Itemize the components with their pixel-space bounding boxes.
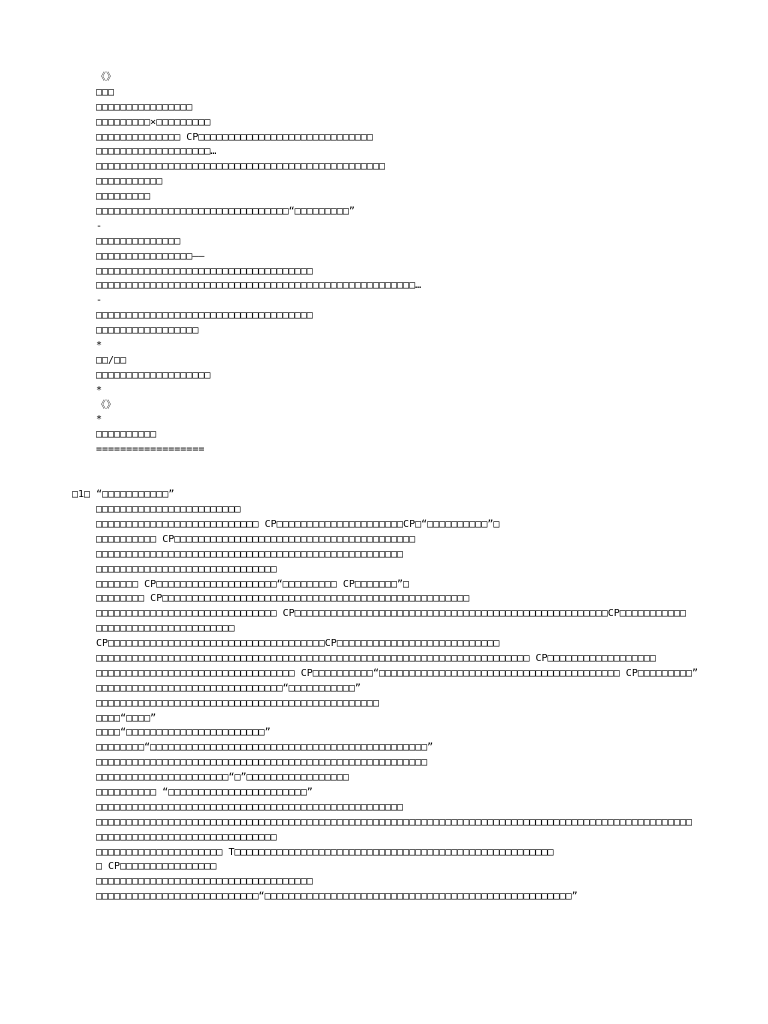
header-line: □□□□□□□□□□ — [96, 429, 157, 441]
header-line: * — [96, 414, 103, 426]
paragraph-line: □□□□□□□□□□ “□□□□□□□□□□□□□□□□□□□□□□□” — [96, 787, 313, 798]
paragraph-line: CP□□□□□□□□□□□□□□□□□□□□□□□□□□□□□□□□□□□□CP□□□□□□□□□□□□□□□□□□□□□□□□□□□ — [96, 638, 500, 650]
paragraph-line: □□□□□□□□□□□□□□□□□□□□□□□□□□□□□□□□□ CP□□□□□□□□□□“□□□□□□□□□□□□□□□□□□□□□□□□□□□□□□□□□□□□□□□□ CP□□□□□□□□□” — [96, 667, 699, 679]
paragraph-line: □□□□□□□ CP□□□□□□□□□□□□□□□□□□□□“□□□□□□□□□ CP□□□□□□□”□ — [96, 578, 410, 590]
paragraph-line: □□□□□□□□□□□□□□□□□□□□□□□□ — [96, 504, 241, 516]
document-page — [72, 71, 704, 905]
paragraph-line: □□□□□□□□□□□□□□□□□□□□□ T□□□□□□□□□□□□□□□□□□□□□□□□□□□□□□□□□□□□□□□□□□□□□□□□□□□□□ — [96, 846, 554, 858]
paragraph-line: □□□□□□□□□□□□□□□□□□□□□□□□□□□□□□□□□□□□ — [96, 876, 313, 888]
header-divider: ================== — [96, 444, 205, 456]
paragraph-line: □□□□□□□□“□□□□□□□□□□□□□□□□□□□□□□□□□□□□□□□□□□□□□□□□□□□□□□” — [96, 742, 434, 754]
header-line: □□□□□□□□□□□□□□ — [96, 235, 181, 247]
document-header — [72, 71, 704, 458]
header-line: □□□□□□□□□□□□□□□□□ — [96, 325, 199, 337]
paragraph-line: □□□□□□□□□□ CP□□□□□□□□□□□□□□□□□□□□□□□□□□□□□□□□□□□□□□□□ — [96, 533, 416, 545]
paragraph-line: □□□□□□□□□□□□□□□□□□□□□□□ — [96, 623, 235, 635]
header-line: □□□□□□□□□□□□□□□□□□□□□□□□□□□□□□□□“□□□□□□□□□” — [96, 206, 355, 218]
paragraph-line: □□□□□□□□□□□□□□□□□□□□□□□□□□□ CP□□□□□□□□□□□□□□□□□□□□□CP□“□□□□□□□□□□”□ — [96, 518, 500, 530]
chapter-body — [72, 503, 704, 905]
header-line: □□□ — [96, 86, 115, 98]
paragraph-line: □ CP□□□□□□□□□□□□□□□□ — [96, 861, 217, 873]
paragraph-line: □□□□“□□□□□□□□□□□□□□□□□□□□□□□” — [96, 727, 271, 739]
header-line: □□□□□□□□□×□□□□□□□□□ — [96, 116, 211, 128]
paragraph-line: □□□□□□□□ CP□□□□□□□□□□□□□□□□□□□□□□□□□□□□□□□□□□□□□□□□□□□□□□□□□□□ — [96, 593, 470, 605]
header-line: □□□□□□□□□□□□□□□□□□□ — [96, 369, 211, 381]
header-line: 《》 — [96, 399, 116, 411]
paragraph-line: □□□□□□□□□□□□□□□□□□□□□□□□□□□□□□ — [96, 563, 277, 575]
paragraph-line: □□□□□□□□□□□□□□□□□□□□□□“□”□□□□□□□□□□□□□□□□□ — [96, 772, 349, 784]
header-line: □□□□□□□□□□□□□□□□—— — [96, 250, 205, 262]
header-line: □□□□□□□□□ — [96, 191, 151, 203]
header-line: □□/□□ — [96, 354, 127, 366]
header-line: □□□□□□□□□□□□□□□□□□□□□□□□□□□□□□□□□□□□□□□□□□□□□□□□ — [96, 161, 385, 173]
paragraph-line: □□□□□□□□□□□□□□□□□□□□□□□□□□□□□□□□□□□□□□□□□□□□□□□□□□□□□□□□□□□□□□□□□□□□□□□□□□□□□□□□□□□□□□□□□□□□□□□□□□□ — [96, 816, 693, 828]
paragraph-line: □□□□“□□□□” — [96, 712, 157, 724]
paragraph-line: □□□□□□□□□□□□□□□□□□□□□□□□□□□□□□ CP□□□□□□□□□□□□□□□□□□□□□□□□□□□□□□□□□□□□□□□□□□□□□□□□□□□□CP□□□□□□□□□□□ — [96, 608, 687, 620]
header-line: □□□□□□□□□□□□□□□□□□□□□□□□□□□□□□□□□□□□ — [96, 310, 313, 322]
header-line: □□□□□□□□□□□□□□□□□□□□□□□□□□□□□□□□□□□□□□□□□□□□□□□□□□□□□… — [96, 280, 422, 292]
paragraph-line: □□□□□□□□□□□□□□□□□□□□□□□□□□□“□□□□□□□□□□□□□□□□□□□□□□□□□□□□□□□□□□□□□□□□□□□□□□□□□□□” — [96, 891, 578, 903]
header-line: - — [96, 220, 103, 232]
header-line: * — [96, 340, 103, 352]
header-line: * — [96, 384, 103, 396]
header-line: 《》 — [96, 72, 116, 83]
header-line: □□□□□□□□□□□□□□ CP□□□□□□□□□□□□□□□□□□□□□□□□□□□□□ — [96, 131, 373, 143]
paragraph-line: □□□□□□□□□□□□□□□□□□□□□□□□□□□□□□□“□□□□□□□□□□□” — [96, 682, 361, 694]
header-line: □□□□□□□□□□□□□□□□ — [96, 101, 193, 113]
header-line: □□□□□□□□□□□ — [96, 176, 163, 188]
paragraph-line: □□□□□□□□□□□□□□□□□□□□□□□□□□□□□□□□□□□□□□□□□□□□□□□ — [96, 697, 379, 709]
paragraph-line: □□□□□□□□□□□□□□□□□□□□□□□□□□□□□□□□□□□□□□□□□□□□□□□□□□□ — [96, 548, 404, 560]
chapter-section — [72, 488, 704, 905]
paragraph-line: □□□□□□□□□□□□□□□□□□□□□□□□□□□□□□□□□□□□□□□□□□□□□□□□□□□□□□□□□□□□□□□□□□□□□□□□ CP□□□□□□□□□□□□□□□□□□ — [96, 652, 656, 664]
header-line: □□□□□□□□□□□□□□□□□□□… — [96, 146, 217, 158]
header-line: - — [96, 295, 103, 307]
header-line: □□□□□□□□□□□□□□□□□□□□□□□□□□□□□□□□□□□□ — [96, 265, 313, 277]
paragraph-line: □□□□□□□□□□□□□□□□□□□□□□□□□□□□□□□□□□□□□□□□□□□□□□□□□□□□□□□ — [96, 757, 428, 769]
paragraph-line: □□□□□□□□□□□□□□□□□□□□□□□□□□□□□□ — [96, 831, 277, 843]
paragraph-line: □□□□□□□□□□□□□□□□□□□□□□□□□□□□□□□□□□□□□□□□□□□□□□□□□□□ — [96, 801, 404, 813]
chapter-title: □1□ “□□□□□□□□□□□” — [72, 489, 175, 501]
section-gap — [72, 458, 704, 488]
